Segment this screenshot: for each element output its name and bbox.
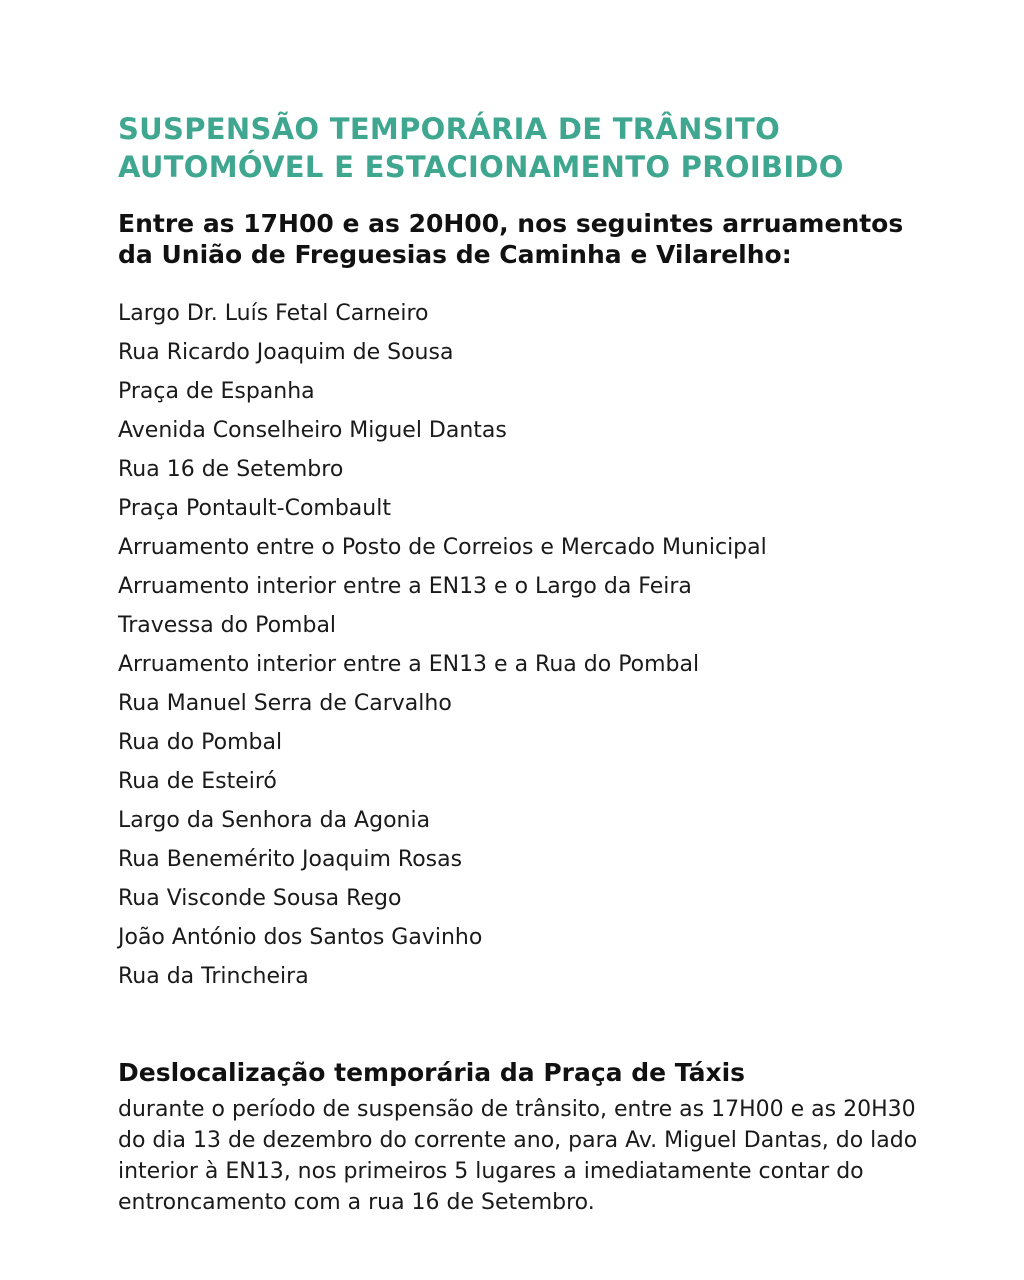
street-item: Rua Ricardo Joaquim de Sousa: [118, 340, 454, 365]
taxi-body-line: interior à EN13, nos primeiros 5 lugares a imediatamente contar do: [118, 1159, 864, 1184]
street-item: Largo Dr. Luís Fetal Carneiro: [118, 301, 429, 326]
street-item: Avenida Conselheiro Miguel Dantas: [118, 418, 507, 443]
notice-document: [118, 110, 978, 1218]
taxi-body-line: entroncamento com a rua 16 de Setembro.: [118, 1190, 595, 1215]
notice-title-line-1: SUSPENSÃO TEMPORÁRIA DE TRÂNSITO: [118, 112, 781, 146]
notice-subtitle-line-2: da União de Freguesias de Caminha e Vilarelho:: [118, 240, 792, 269]
street-item: Rua Visconde Sousa Rego: [118, 886, 402, 911]
taxi-body-line: do dia 13 de dezembro do corrente ano, para Av. Miguel Dantas, do lado: [118, 1128, 918, 1153]
street-item: Rua de Esteiró: [118, 769, 277, 794]
taxi-body-line: durante o período de suspensão de trânsito, entre as 17H00 e as 20H30: [118, 1097, 916, 1122]
street-item: Rua Benemérito Joaquim Rosas: [118, 847, 463, 872]
street-list: [118, 294, 978, 996]
street-item: Arruamento interior entre a EN13 e o Largo da Feira: [118, 574, 692, 599]
taxi-section-heading: Deslocalização temporária da Praça de Táxis: [118, 1058, 746, 1087]
notice-subtitle-line-1: Entre as 17H00 e as 20H00, nos seguintes arruamentos: [118, 209, 904, 238]
street-item: Rua da Trincheira: [118, 964, 309, 989]
notice-title-line-2: AUTOMÓVEL E ESTACIONAMENTO PROIBIDO: [118, 150, 844, 184]
street-item: Arruamento interior entre a EN13 e a Rua do Pombal: [118, 652, 700, 677]
street-item: Praça Pontault-Combault: [118, 496, 391, 521]
street-item: Arruamento entre o Posto de Correios e Mercado Municipal: [118, 535, 767, 560]
street-item: Travessa do Pombal: [118, 613, 337, 638]
street-item: Rua Manuel Serra de Carvalho: [118, 691, 452, 716]
street-item: Rua do Pombal: [118, 730, 283, 755]
street-item: Rua 16 de Setembro: [118, 457, 344, 482]
street-item: Largo da Senhora da Agonia: [118, 808, 431, 833]
street-item: João António dos Santos Gavinho: [118, 925, 483, 950]
notice-subtitle: [118, 208, 978, 270]
notice-title: [118, 110, 978, 186]
street-item: Praça de Espanha: [118, 379, 315, 404]
taxi-section-body: [118, 1094, 978, 1218]
